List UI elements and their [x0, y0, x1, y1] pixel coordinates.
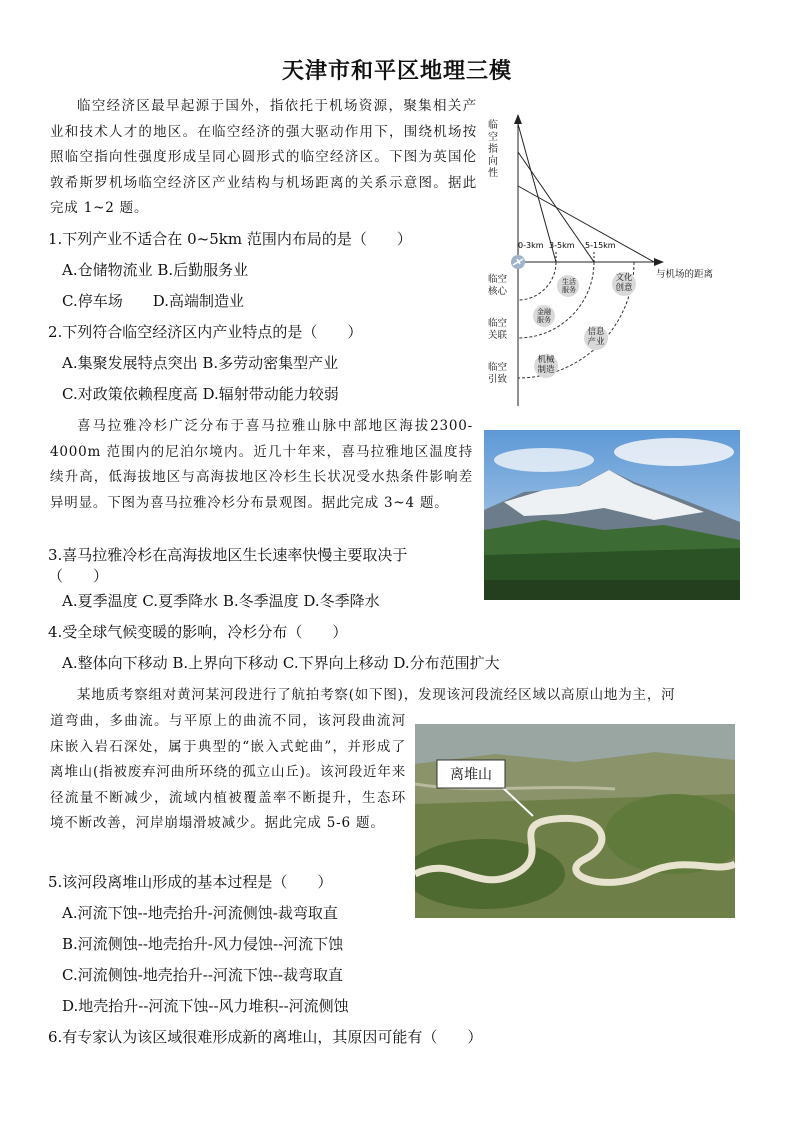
question-5-option-c: C.河流侧蚀-地壳抬升--河流下蚀--裁弯取直	[62, 966, 344, 984]
mountain-landscape-image	[484, 430, 740, 600]
isolated-hill-label: 离堆山	[450, 767, 492, 783]
x-axis-label: 与机场的距离	[656, 269, 714, 280]
question-1-options-cd: C.停车场 D.高端制造业	[62, 292, 244, 310]
question-2-options-ab: A.集聚发展特点突出 B.多劳动密集型产业	[62, 354, 339, 372]
zone-3-5km: 3-5km	[549, 241, 575, 250]
industry-life-service: 生活服务	[562, 278, 576, 294]
industry-culture: 文化创意	[615, 273, 633, 293]
question-4-options: A.整体向下移动 B.上界向下移动 C.下界向上移动 D.分布范围扩大	[62, 654, 500, 672]
row-label-induce: 临空引致	[488, 362, 508, 385]
ring-core	[518, 262, 556, 300]
row-label-core: 临空核心	[488, 274, 508, 297]
ring-link	[518, 262, 594, 338]
row-label-link: 临空关联	[488, 318, 508, 341]
question-5-option-b: B.河流侧蚀--地壳抬升-风力侵蚀--河流下蚀	[62, 935, 344, 953]
industry-machine: 机械制造	[537, 355, 555, 375]
question-5-option-d: D.地壳抬升--河流下蚀--风力堆积--河流侧蚀	[62, 997, 349, 1015]
question-3-line2: （ ）	[48, 567, 109, 585]
passage-airport: 临空经济区最早起源于国外，指依托于机场资源，聚集相关产业和技术人才的地区。在临空经济的强大驱动作用下，围绕机场按照临空指向性强度形成呈同心圆形式的临空经济区。下图为英国伦敦希斯罗机场临空经济区产业结构与机场距离的关系示意图。据此完成 1~2 题。	[50, 98, 477, 216]
y-axis-arrow	[514, 114, 522, 124]
question-1: 1.下列产业不适合在 0~5km 范围内布局的是（ ）	[48, 230, 412, 248]
passage-river: 道弯曲，多曲流。与平原上的曲流不同，该河段曲流河床嵌入岩石深处，属于典型的“嵌入式蛇曲”，并形成了离堆山(指被废弃河曲所环绕的孤立山丘)。该河段近年来径流量不断减少，流域内植被覆盖率不断提升，生态环境不断改善，河岸崩塌滑坡减少。据此完成 5-6 题。	[50, 713, 406, 831]
zone-5-15km: 5-15km	[585, 241, 616, 250]
industry-finance: 金融服务	[537, 308, 551, 324]
y-axis-label: 临空指向性	[488, 120, 498, 179]
industry-info: 信息产业	[587, 327, 605, 347]
question-1-options-ab: A.仓储物流业 B.后勤服务业	[62, 261, 249, 279]
question-4: 4.受全球气候变暖的影响，冷杉分布（ ）	[48, 623, 348, 641]
x-axis-arrow	[654, 258, 664, 266]
passage-fir: 喜马拉雅冷杉广泛分布于喜马拉雅山脉中部地区海拔2300-4000m 范围内的尼泊尔境内。近几十年来，喜马拉雅地区温度持续升高，低海拔地区与高海拔地区冷杉生长状况受水热条件影响差异明显。下图为喜马拉雅冷杉分布景观图。据此完成 3~4 题。	[50, 418, 473, 511]
passage-river-first-line: 某地质考察组对黄河某河段进行了航拍考察(如下图)，发现该河段流经区域以高原山地为主，河	[77, 687, 676, 703]
zone-0-3km: 0-3km	[518, 241, 544, 250]
airport-economy-diagram	[484, 112, 746, 412]
page-title: 天津市和平区地理三模	[281, 58, 512, 84]
river-meander-photo	[415, 724, 735, 918]
question-6: 6.有专家认为该区域很难形成新的离堆山，其原因可能有（ ）	[48, 1028, 483, 1046]
question-5-option-a: A.河流下蚀--地壳抬升-河流侧蚀-裁弯取直	[62, 904, 338, 922]
question-2: 2.下列符合临空经济区内产业特点的是（ ）	[48, 323, 363, 341]
question-3-options: A.夏季温度 C.夏季降水 B.冬季温度 D.冬季降水	[62, 592, 380, 610]
diagram-svg	[484, 112, 746, 412]
aerial-river-image	[415, 724, 735, 918]
question-3-line1: 3.喜马拉雅冷杉在高海拔地区生长速率快慢主要取决于	[48, 546, 408, 564]
question-2-options-cd: C.对政策依赖程度高 D.辐射带动能力较弱	[62, 385, 339, 403]
question-5: 5.该河段离堆山形成的基本过程是（ ）	[48, 873, 333, 891]
himalayan-fir-photo	[484, 430, 740, 600]
